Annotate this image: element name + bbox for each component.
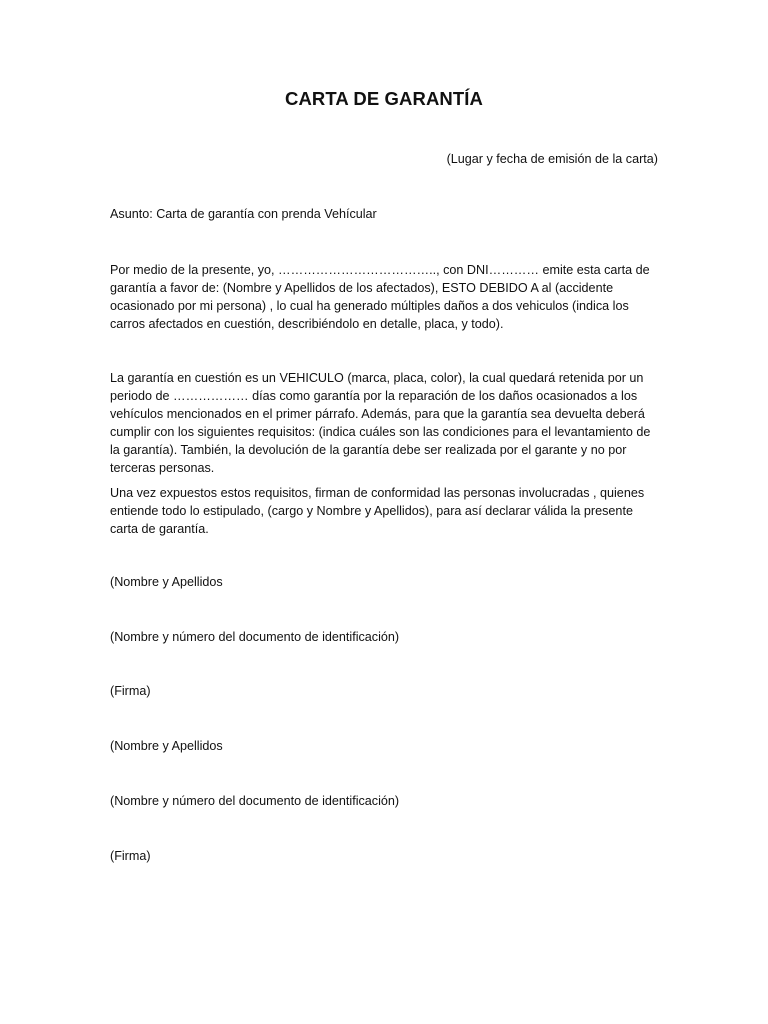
signature-id-document-2: (Nombre y número del documento de identificación) — [110, 794, 400, 808]
paragraph-conformity: Una vez expuestos estos requisitos, firman de conformidad las personas involucradas , quienes entiende todo lo estipulado, (cargo y Nombre y Apellidos), para así declarar válida la presente carta de garantía. — [110, 486, 645, 536]
signature-firma-2: (Firma) — [110, 849, 151, 863]
document-title: CARTA DE GARANTÍA — [285, 88, 483, 109]
subject-line: Asunto: Carta de garantía con prenda Vehícular — [110, 207, 377, 221]
signature-id-document-1: (Nombre y número del documento de identificación) — [110, 630, 400, 644]
paragraph-introduction: Por medio de la presente, yo, ……………………………….., con DNI………… emite esta carta de garantía a favor de: (Nombre y Apellidos de los afectados), ESTO DEBIDO A al (accidente ocasionado por mi persona) , lo cual ha generado múltiples daños a dos vehiculos (indica los carros afectados en cuestión, describiéndolo en detalle, placa, y todo). — [110, 263, 650, 331]
paragraph-guarantee-terms: La garantía en cuestión es un VEHICULO (marca, placa, color), la cual quedará retenida por un periodo de ……………… días como garantía por la reparación de los daños ocasionados a los vehículos mencionados en el primer párrafo. Además, para que la garantía sea devuelta deberá cumplir con los siguientes requisitos: (indica cuáles son las condiciones para el levantamiento de la garantía). También, la devolución de la garantía debe ser realizada por el garante y no por terceras personas. — [110, 371, 651, 475]
signature-firma-1: (Firma) — [110, 684, 151, 698]
place-date-line: (Lugar y fecha de emisión de la carta) — [446, 152, 658, 166]
signature-name-1: (Nombre y Apellidos — [110, 575, 223, 589]
signature-name-2: (Nombre y Apellidos — [110, 739, 223, 753]
